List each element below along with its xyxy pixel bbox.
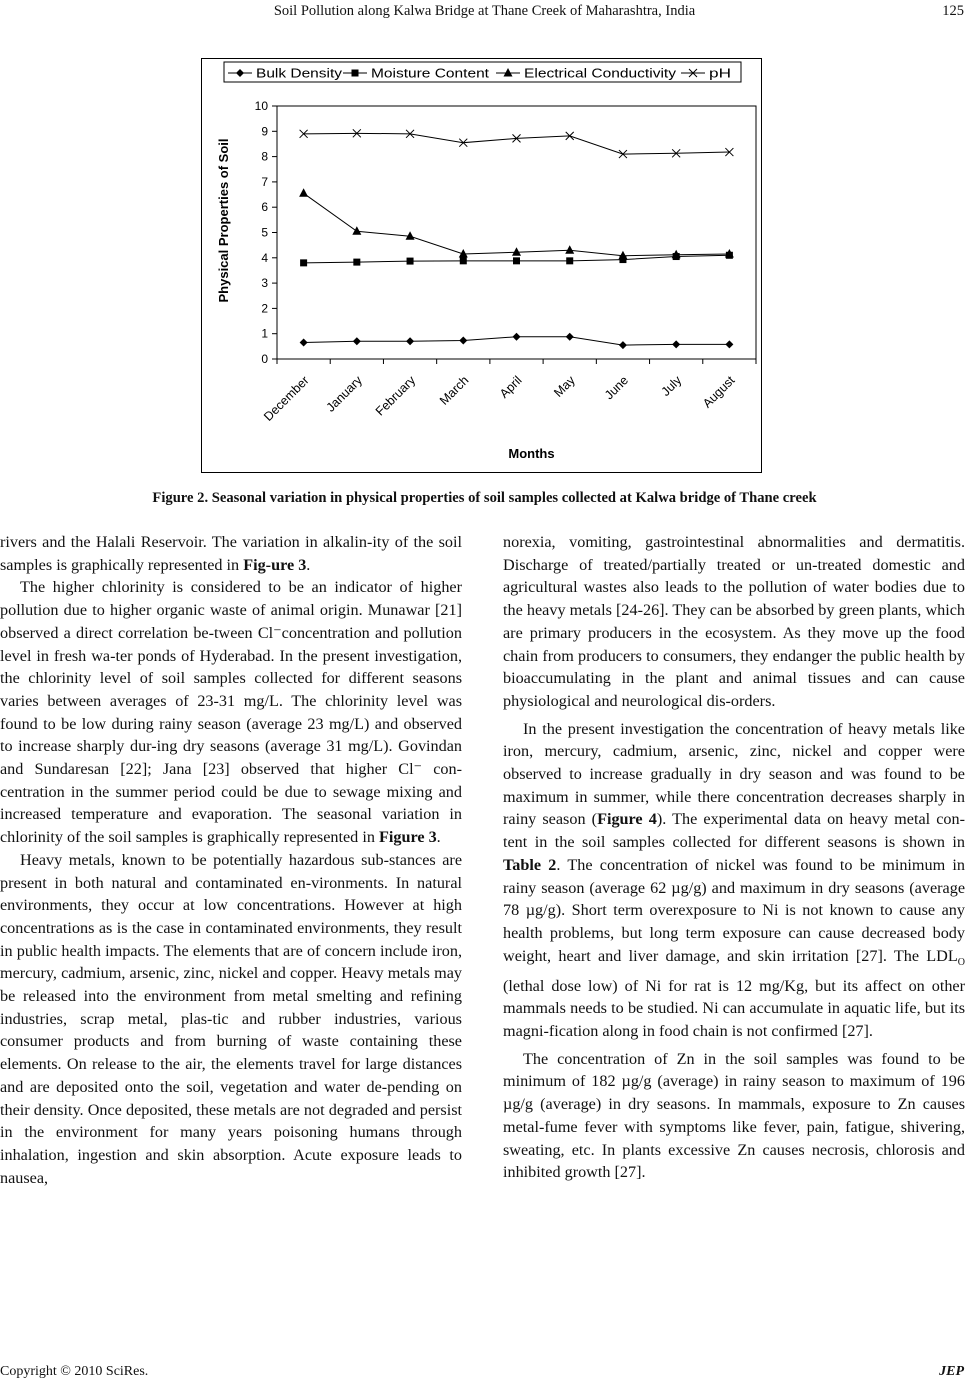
data-point-bulk-density — [513, 333, 521, 341]
x-tick-label: May — [551, 373, 578, 400]
y-tick-label: 2 — [261, 301, 268, 316]
page-header — [0, 0, 969, 24]
left-column — [0, 531, 462, 1189]
data-point-bulk-density — [619, 341, 627, 349]
y-tick-label: 4 — [261, 250, 268, 265]
paragraph: The concentration of Zn in the soil samples was found to be minimum of 182 µg/g (average) in rainy season to maximum of 196 µg/g (average) in dry seasons. In mammals, exposure to Zn causes metal-fume fever with symptoms like fever, pain, fatigue, shivering, sweating, etc. In plants excessive Zn causes necrosis, chlorosis and inhibited growth [27]. — [503, 1049, 965, 1182]
legend-label: Bulk Density — [256, 65, 343, 81]
series-line-ph — [304, 133, 730, 154]
y-tick-label: 0 — [261, 352, 268, 366]
paragraph: The higher chlorinity is considered to be an indicator of higher pollution due to higher organic waste of animal origin. Munawar [21] observed a direct correlation be-tween Cl⁻concentration and pollution level in fresh wa-ter ponds of Hyderabad. In the present investigation, the chlorinity level of soil samples collected for different seasons varies between averages of 23-31 mg/L. The chlorinity level was found to be low during rainy season (average 23 mg/L) and observed to increase sharply dur-ing dry seasons (average 31 mg/L). Govindan and Sundaresan [22]; Jana [23] observed that higher Cl⁻ con-centration in the summer period could be due to sewage mixing and increased temperature and evaporation. The seasonal variation in chlorinity of the soil samples is graphically represented in Figure 3. — [0, 578, 462, 847]
series-line-electrical-conductivity — [304, 193, 730, 255]
data-point-bulk-density — [406, 337, 414, 345]
x-tick-label: December — [261, 373, 312, 424]
data-point-moisture-content — [407, 258, 414, 265]
data-point-bulk-density — [300, 339, 308, 347]
data-point-moisture-content — [566, 257, 573, 264]
plot-area — [277, 106, 756, 359]
data-point-bulk-density — [566, 333, 574, 341]
x-tick-label: February — [372, 373, 419, 419]
x-tick-label: August — [700, 373, 738, 411]
y-tick-label: 6 — [261, 200, 268, 215]
legend-marker — [352, 70, 359, 77]
paragraph: rivers and the Halali Reservoir. The variation in alkalin-ity of the soil samples is graphically represented in Fig-ure 3. — [0, 533, 462, 574]
data-point-moisture-content — [353, 259, 360, 266]
right-column — [503, 531, 965, 1184]
running-title: Soil Pollution along Kalwa Bridge at Thane Creek of Maharashtra, India — [273, 3, 696, 19]
data-point-moisture-content — [460, 257, 467, 264]
y-tick-label: 1 — [261, 326, 268, 341]
data-point-bulk-density — [353, 337, 361, 345]
data-point-bulk-density — [672, 340, 680, 348]
page-number: 125 — [942, 3, 964, 19]
y-tick-label: 3 — [261, 276, 268, 291]
x-tick-label: April — [497, 373, 525, 401]
y-axis-title: Physical Properties of Soil — [216, 138, 231, 303]
paragraph: In the present investigation the concentration of heavy metals like iron, mercury, cadmium, arsenic, zinc, nickel and copper were observed to increase gradually in dry season and was found to be maximum in summer, while there concentration decreases sharply in rainy season (Figure 4). The experimental data on heavy metal con-tent in the soil samples collected for different seasons is shown in Table 2. The concentration of nickel was found to be minimum in rainy season (average 62 µg/g) and maximum in dry seasons (average 78 µg/g). Short term overexposure to Ni is not known to cause any health problems, but long term exposure can cause decreased body weight, heart and liver damage, and skin irritation [27]. The $LDL_O$ (lethal dose low) of Ni for rat is 12 mg/Kg, but its affect on other mammals needs to be studied. Ni can accumulate in aquatic life, but its magni-fication along in food chain is not confirmed [27]. — [503, 719, 966, 1040]
legend-label: pH — [709, 65, 731, 81]
line-chart — [202, 59, 763, 474]
figure-2-chart — [201, 58, 762, 473]
x-tick-label: January — [323, 373, 365, 415]
legend-label: Moisture Content — [371, 65, 490, 81]
journal-name: JEP — [939, 1364, 964, 1379]
data-point-electrical-conductivity — [565, 245, 574, 254]
y-tick-label: 9 — [261, 124, 268, 139]
x-axis-title: Months — [508, 446, 555, 461]
y-tick-label: 10 — [254, 99, 268, 113]
legend-label: Electrical Conductivity — [524, 65, 677, 81]
figure-caption: Figure 2. Seasonal variation in physical properties of soil samples collected at Kalwa bridge of Thane creek — [152, 490, 817, 506]
x-tick-label: June — [601, 373, 632, 403]
data-point-moisture-content — [513, 257, 520, 264]
x-tick-label: July — [658, 373, 685, 399]
data-point-moisture-content — [300, 259, 307, 266]
data-point-electrical-conductivity — [512, 247, 521, 256]
data-point-bulk-density — [725, 340, 733, 348]
y-tick-label: 8 — [261, 149, 268, 164]
y-tick-label: 7 — [261, 174, 268, 189]
paragraph: Heavy metals, known to be potentially hazardous sub-stances are present in both natural and contaminated en-vironments. In natural environments, they occur at low concentrations. However at high concentrations as is the case in contaminated environments, they result in public health impacts. The elements that are of concern include iron, mercury, cadmium, arsenic, zinc, nickel and copper. Heavy metals may be released into the environment from metal smelting and refining industries, scrap metal, plas-tic and rubber industries, various consumer products and from burning of waste containing these elements. On release to the air, the elements travel for large distances and are deposited onto the soil, vegetation and water de-pending on their density. Once deposited, these metals are not degraded and persist in the environment for many years poisoning humans through inhalation, ingestion and skin absorption. Acute exposure leads to nausea, — [0, 850, 462, 1187]
data-point-electrical-conductivity — [352, 226, 361, 235]
data-point-bulk-density — [459, 337, 467, 345]
copyright: Copyright © 2010 SciRes. — [0, 1364, 149, 1379]
paragraph: norexia, vomiting, gastrointestinal abnormalities and dermatitis. Discharge of treated/partially treated or un-treated domestic and agricultural wastes also leads to the pollution of water bodies due to the heavy metals [24-26]. They can be absorbed by green plants, which are primary producers in the ecosystem. As they move up the food chain from producers to consumers, they endanger the public health by bioaccumulating in the plant and animal tissues and can cause physiological and neurological dis-orders. — [503, 533, 965, 710]
x-tick-label: March — [436, 373, 472, 408]
y-tick-label: 5 — [261, 225, 268, 240]
data-point-electrical-conductivity — [299, 188, 308, 197]
